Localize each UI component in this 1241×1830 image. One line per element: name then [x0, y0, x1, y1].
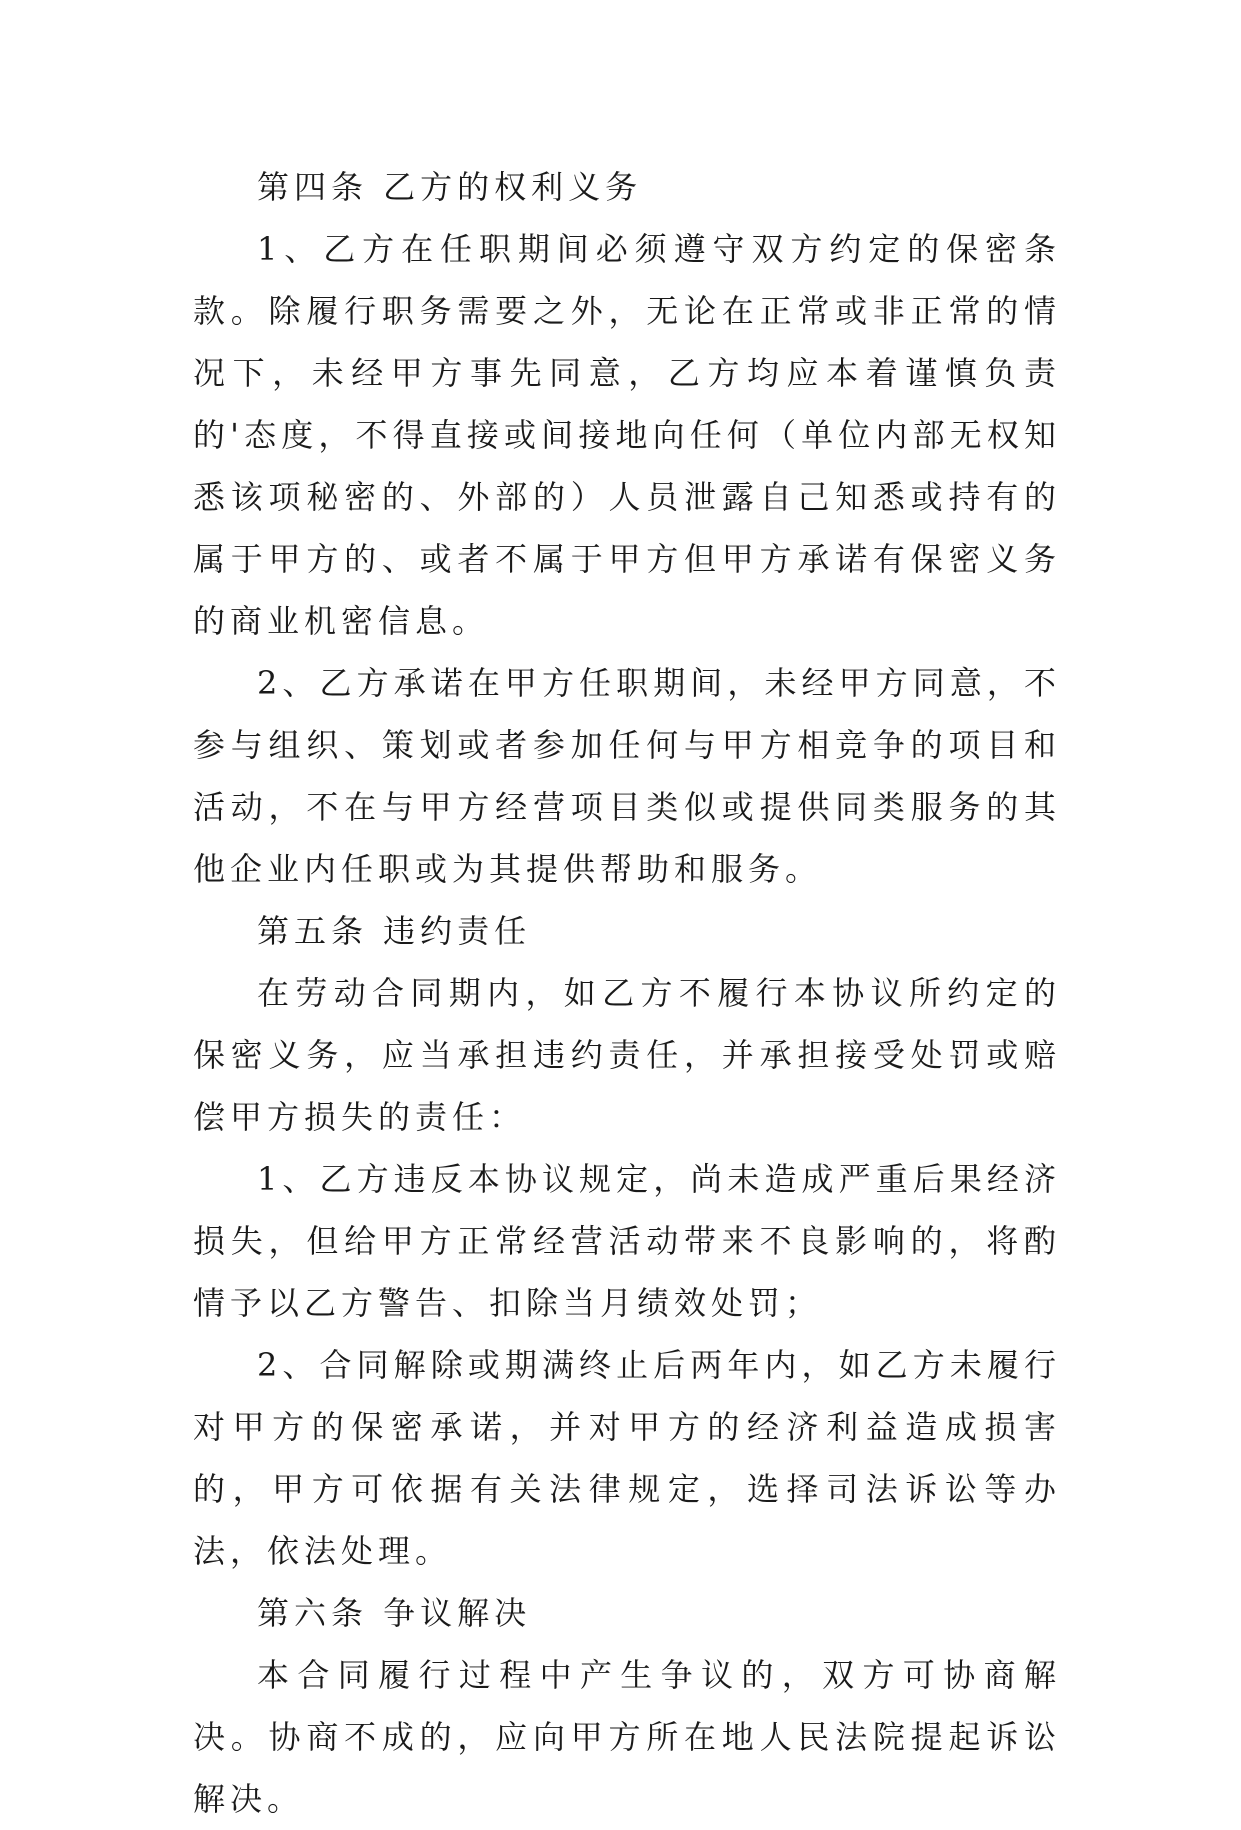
article-6-paragraph-1: 本合同履行过程中产生争议的，双方可协商解决。协商不成的，应向甲方所在地人民法院提起诉讼解决。	[193, 1656, 1061, 1818]
document-page	[193, 156, 1061, 1830]
article-4-paragraph-2: 2、乙方承诺在甲方任职期间，未经甲方同意，不参与组织、策划或者参加任何与甲方相竞争的项目和活动，不在与甲方经营项目类似或提供同类服务的其他企业内任职或为其提供帮助和服务。	[193, 664, 1061, 888]
article-5-intro: 在劳动合同期内，如乙方不履行本协议所约定的保密义务，应当承担违约责任，并承担接受处罚或赔偿甲方损失的责任：	[193, 974, 1061, 1136]
article-4-title: 第四条 乙方的权利义务	[257, 168, 643, 206]
article-5-paragraph-1: 1、乙方违反本协议规定，尚未造成严重后果经济损失，但给甲方正常经营活动带来不良影响的，将酌情予以乙方警告、扣除当月绩效处罚；	[193, 1160, 1061, 1322]
article-5-title: 第五条 违约责任	[257, 912, 532, 950]
article-6-title: 第六条 争议解决	[257, 1594, 532, 1632]
article-4-paragraph-1: 1、乙方在任职期间必须遵守双方约定的保密条款。除履行职务需要之外，无论在正常或非正常的情况下，未经甲方事先同意，乙方均应本着谨慎负责的'态度，不得直接或间接地向任何（单位内部无权知悉该项秘密的、外部的）人员泄露自己知悉或持有的属于甲方的、或者不属于甲方但甲方承诺有保密义务的商业机密信息。	[193, 230, 1061, 640]
article-5-paragraph-2: 2、合同解除或期满终止后两年内，如乙方未履行对甲方的保密承诺，并对甲方的经济利益造成损害的，甲方可依据有关法律规定，选择司法诉讼等办法，依法处理。	[193, 1346, 1061, 1570]
